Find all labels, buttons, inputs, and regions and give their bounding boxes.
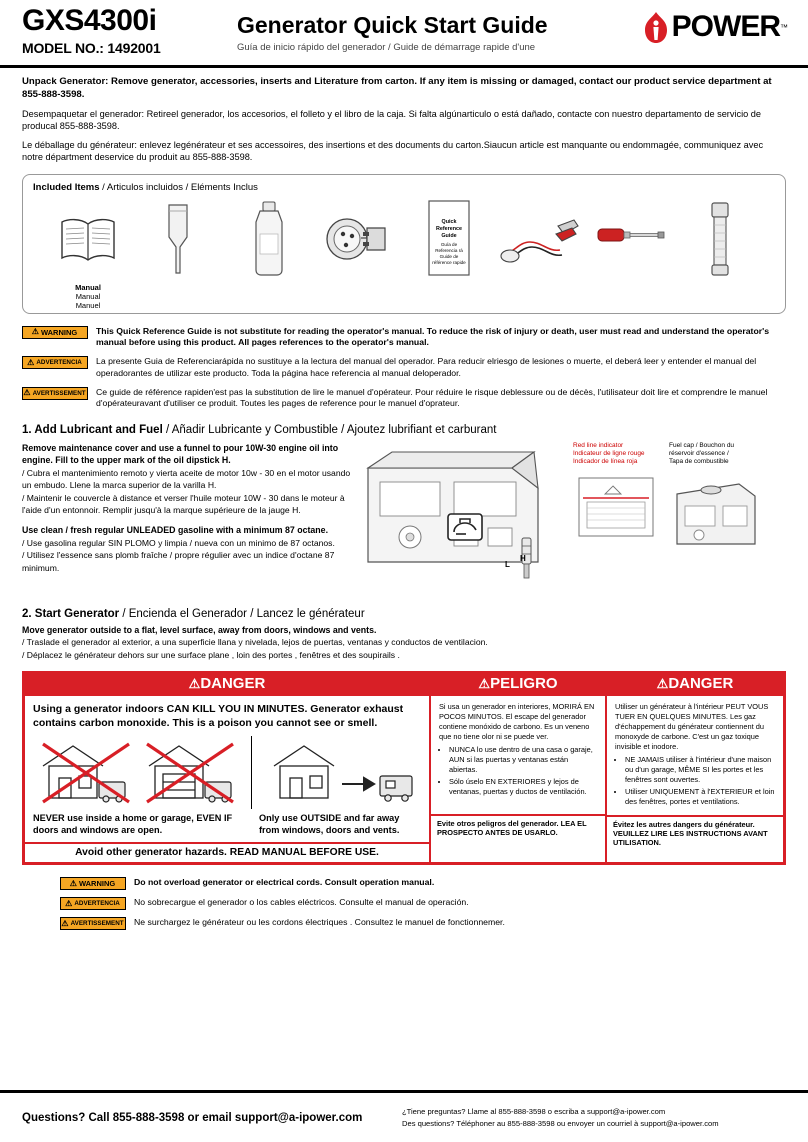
fuel-tank-figure: [567, 442, 786, 592]
danger-bottom-fr: Évitez les autres dangers du générateur. VEUILLEZ LIRE LES INSTRUCTIONS AVANT UTILISATION.: [607, 815, 783, 851]
danger-header-fr: [607, 674, 783, 696]
danger-triangle-icon: ⚠: [188, 676, 201, 692]
generator-oil-figure: [362, 442, 567, 592]
warning-text-es: La presente Guia de Referenciarápida no sustituye a la lectura del manual del operador. Para reducir elriesgo de lesiones o muerte, el deberá leer y entender el manual del operadorantes de utilizar este producto. Toda la página hace referencia al manual deloperador.: [96, 356, 757, 378]
manual-caption-es: Manual: [75, 291, 101, 301]
warning-badge-es: [22, 356, 88, 369]
bottom-warning-text-es: No sobrecargue el generador o los cables eléctricos. Consulte el manual de operación.: [134, 897, 469, 908]
fuel-cap-block: [665, 442, 786, 559]
danger-bullet-fr-1: • NE JAMAIS utiliser à l'intérieur d'une maison ou d'un garage, MÊME SI les portes et les fenêtres sont ouvertes.: [625, 755, 775, 785]
guide-subtitle: Guía de inicio rápido del generador / Guide de démarrage rapide d'une: [237, 42, 536, 53]
bottom-warning-text-fr: Ne surchargez le générateur ou les cordons électriques . Consultez le manuel de fonctionnemer.: [134, 917, 505, 928]
warning-triangle-icon: ⚠: [65, 898, 73, 908]
danger-column-es: [431, 674, 607, 862]
unpack-en: Unpack Generator: Remove generator, accessories, inserts and Literature from carton. If any item is missing or damaged, contact our product service department at 855-888-3598.: [22, 76, 772, 100]
dipstick-label-H: H: [520, 553, 526, 563]
bottom-warning-badge-label-en: WARNING: [78, 879, 116, 889]
unpack-es: Desempaquetar el generador: Retireel generador, los accesorios, el folleto y el libro de la caja. Si falta algúnarticulo o está dañado, contacte con nuestro departamento de servicio de producal 855-888-3598.: [22, 108, 762, 132]
section-1-body: [22, 442, 786, 592]
brand-logo: [603, 6, 788, 42]
included-items-title-en: Included Items: [33, 181, 100, 193]
danger-main-es: Si usa un generador en interiores, MORIRÁ EN POCOS MINUTOS. El escape del generador contiene monóxido de carbono. Es un veneno que no tiene olor ni se puede ver.: [439, 701, 595, 741]
bottom-warning-row-fr: [60, 917, 786, 930]
included-item-screwdriver: [587, 195, 673, 303]
footer-contact-block: [402, 1106, 719, 1129]
included-item-quick-reference-guide: [406, 195, 492, 303]
page-title: GXS4300i: [22, 4, 157, 37]
header-model-block: [22, 6, 237, 56]
warning-triangle-icon: ⚠: [61, 918, 69, 928]
warning-text-en: This Quick Reference Guide is not substitute for reading the operator's manual. To reduce the risk of injury or death, user must read and understand the operator's manual before using this product. All pages references to the operator's manual.: [96, 325, 770, 348]
section-2-p-en: Move generator outside to a flat, level surface, away from doors, windows and vents.: [22, 624, 377, 635]
section-2-p-es: / Traslade el generador al exterior, a una superficie llana y nivelada, lejos de puertas, ventanas y conductos de ventilacion.: [22, 637, 488, 648]
svg-text:Reference: Reference: [436, 225, 463, 232]
danger-bullet-es-2: • Sólo úselo EN EXTERIORES y lejos de ventanas, puertas y ductos de ventilación.: [449, 777, 597, 797]
section-1-p1-es: / Cubra el mantenimiento remoto y vierta aceite de motor 10w - 30 en el motor usando un embudo. Llene la marca superior de la varilla H.: [22, 467, 351, 491]
use-outside-figure: [251, 736, 419, 809]
red-line-label-es: Indicador de línea roja: [573, 458, 638, 466]
logo-text: POWER: [671, 10, 780, 43]
svg-text:Referencia rá: Referencia rá: [435, 247, 463, 253]
header-title-block: [237, 6, 603, 53]
danger-main-fr: Utiliser un générateur à l'intérieur PEUT VOUS TUER EN QUELQUES MINUTES. Les gaz d'échappement du générateur contiennent du monoxyde de carbone. C'est un gaz toxique invisible et inodore.: [615, 701, 769, 751]
included-items-title: [33, 182, 775, 193]
fuel-cap-label-es: Tapa de combustible: [669, 458, 729, 466]
danger-column-fr: [607, 674, 783, 862]
bottom-warning-badge-en: [60, 877, 126, 890]
warning-text-fr: Ce guide de référence rapiden'est pas la substitution de lire le manuel d'opérateur. Pour réduire le risque deblessure ou de décès, l'utilisateur doit lire et comprendre le manuel d'opérateuravant d'utiliser ce produit. Toutes les pages de reference pour le manuel d'oprateur.: [96, 386, 768, 409]
logo-trademark: ™: [780, 22, 788, 32]
power-cord-adapter-icon: [316, 195, 402, 283]
warning-badge-fr: [22, 387, 88, 400]
never-use-indoors-figure: [33, 736, 251, 809]
guide-title: Generator Quick Start Guide: [237, 12, 548, 38]
warning-triangle-icon: ⚠: [69, 878, 77, 888]
warning-triangle-icon: ⚠: [23, 388, 31, 397]
section-1-heading: [22, 424, 786, 436]
footer-contact-en: Questions? Call 855-888-3598 or email support@a-ipower.com: [22, 1111, 363, 1124]
section-1-text: [22, 442, 362, 592]
section-1-p1-fr: / Maintenir le couvercle à distance et verser l'huile moteur 10W - 30 dans le moteur à l'aide d'un entonnoir. Remplir jusqu'à la marque supérieure de la jauge H.: [22, 492, 345, 515]
manual-caption-fr: Manuel: [75, 301, 101, 311]
section-2-heading-rest: / Encienda el Generador / Lancez le générateur: [119, 607, 365, 620]
section-1-p2-es: / Use gasolina regular SIN PLOMO y limpia / nueva con un minimo de 87 octanos.: [22, 537, 335, 548]
warning-triangle-icon: ⚠: [27, 357, 35, 367]
included-items-panel: [22, 174, 786, 314]
section-1-p2-fr: / Utilisez l'essence sans plomb fraîche / propre régulier avec un indice d'octane 87 minimum.: [22, 550, 335, 573]
bottom-warning-badge-label-es: ADVERTENCIA: [74, 900, 120, 908]
funnel-icon: [135, 195, 221, 283]
quick-reference-guide-icon: [406, 195, 492, 283]
generator-illustration: [362, 442, 562, 594]
generator-fuel-cap-icon: [669, 472, 761, 554]
footer-contact-fr: Des questions? Téléphoner au 855-888-3598 ou envoyer un courriel à support@a-ipower.com: [402, 1118, 719, 1128]
danger-bullet-es-1: • NUNCA lo use dentro de una casa o garaje, AUN si las puertas y ventanas están abiertas.: [449, 745, 597, 775]
model-number: MODEL NO.: 1492001: [22, 40, 161, 56]
section-1-heading-rest: / Añadir Lubricante y Combustible / Ajoutez lubrifiant et carburant: [162, 423, 497, 436]
section-1-p1-en: Remove maintenance cover and use a funnel to pour 10W-30 engine oil into engine. Fill to the upper mark of the oil dipstick H.: [22, 442, 339, 466]
svg-text:Guide de: Guide de: [439, 253, 459, 259]
footer-contact-es: ¿Tiene preguntas? Llame al 855-888-3598 o escriba a support@a-ipower.com: [402, 1107, 666, 1117]
danger-bottom-en: Avoid other generator hazards. READ MANUAL BEFORE USE.: [25, 842, 429, 862]
danger-column-en: [25, 674, 431, 862]
section-1-heading-num: 1. Add Lubricant and Fuel: [22, 423, 163, 436]
danger-bullets-fr: [615, 755, 775, 807]
dipstick-label-L: L: [505, 559, 510, 569]
top-warnings: [22, 326, 786, 410]
warning-badge-en: [22, 326, 88, 339]
warning-badge-label-fr: AVERTISSEMENT: [32, 389, 86, 397]
manual-icon: [45, 195, 131, 283]
unpack-fr: Le déballage du générateur: enlevez legénérateur et ses accessoires, des insertions et des documents du carton.Siaucun article est manquante ou endommagée, communiquez avec notre départment deservice du produit au 855-888-3598.: [22, 139, 764, 163]
section-2-heading-num: 2. Start Generator: [22, 607, 120, 620]
svg-text:Guía de: Guía de: [440, 241, 458, 247]
fuel-cap-label-en: Fuel cap / Bouchon du: [669, 441, 735, 449]
bottom-warning-row-es: [60, 897, 786, 910]
spark-plug-wrench-icon: [677, 195, 763, 283]
danger-caption-left-en: NEVER use inside a home or garage, EVEN IF doors and windows are open.: [33, 813, 233, 835]
section-1-p2-en: Use clean / fresh regular UNLEADED gasoline with a minimum 87 octane.: [22, 525, 329, 536]
danger-header-es: [431, 674, 605, 696]
fuel-cap-label-fr: réservoir d'essence /: [669, 450, 729, 458]
fuel-level-detail-icon: [573, 472, 661, 544]
danger-main-en: Using a generator indoors CAN KILL YOU IN MINUTES. Generator exhaust contains carbon monoxide. This is a poison you cannot see or smell.: [33, 702, 404, 729]
bottom-warnings: [60, 877, 786, 930]
warning-badge-label-es: ADVERTENCIA: [36, 359, 82, 367]
included-item-spark-plug-wrench: [677, 195, 763, 303]
danger-caption-right-en: Only use OUTSIDE and far away from windows, doors and vents.: [259, 813, 400, 835]
warning-row-fr: [22, 387, 786, 410]
warning-badge-label-en: WARNING: [40, 327, 78, 337]
included-item-funnel: [135, 195, 221, 303]
bottom-warning-badge-es: [60, 897, 126, 910]
bottom-warning-badge-label-fr: AVERTISSEMENT: [70, 920, 124, 928]
danger-panel: [22, 671, 786, 865]
danger-bullets-es: [439, 745, 597, 797]
svg-text:Guide: Guide: [441, 232, 457, 239]
danger-header-label-fr: DANGER: [668, 675, 734, 693]
section-2-body: [22, 624, 786, 661]
bottom-warning-row-en: [60, 877, 786, 890]
included-item-oil-bottle: [226, 195, 312, 303]
included-item-manual: [45, 195, 131, 311]
included-item-battery-cables: [496, 195, 582, 303]
warning-row-en: [22, 326, 786, 349]
red-line-label-en: Red line indicator: [573, 441, 624, 449]
danger-header-label-en: DANGER: [200, 675, 266, 693]
danger-header-label-es: PELIGRO: [490, 675, 558, 693]
included-items-title-rest: / Articulos incluidos / Eléments Inclus: [99, 181, 258, 193]
red-line-indicator-block: [573, 442, 665, 559]
svg-text:Quick: Quick: [441, 218, 457, 225]
bottom-warning-text-en: Do not overload generator or electrical cords. Consult operation manual.: [134, 877, 435, 888]
danger-triangle-icon: ⚠: [478, 676, 491, 692]
manual-caption-en: Manual: [75, 282, 101, 292]
danger-bottom-es: Evite otros peligros del generador. LEA EL PROSPECTO ANTES DE USARLO.: [431, 814, 605, 841]
section-2-heading: [22, 608, 786, 620]
red-line-label-fr: Indicateur de ligne rouge: [573, 450, 645, 458]
warning-triangle-icon: ⚠: [31, 327, 39, 337]
danger-bullet-fr-2: • Utiliser UNIQUEMENT à l'EXTERIEUR et loin des fenêtres, portes et ventilations.: [625, 787, 775, 807]
section-2-p-fr: / Déplacez le générateur dehors sur une surface plane , loin des portes , fenêtres et des soupirails .: [22, 649, 400, 660]
danger-header-en: [25, 674, 429, 696]
bottom-warning-badge-fr: [60, 917, 126, 930]
screwdriver-icon: [587, 195, 673, 283]
warning-row-es: [22, 356, 786, 379]
svg-text:référence rapide: référence rapide: [432, 259, 466, 265]
page-footer: [0, 1090, 808, 1142]
oil-bottle-icon: [226, 195, 312, 283]
danger-triangle-icon: ⚠: [656, 676, 669, 692]
included-item-power-cord-adapter: [316, 195, 402, 303]
flame-icon: [643, 12, 669, 42]
battery-cables-icon: [496, 195, 582, 283]
page-header: [0, 0, 808, 68]
unpack-instructions: [0, 68, 808, 164]
